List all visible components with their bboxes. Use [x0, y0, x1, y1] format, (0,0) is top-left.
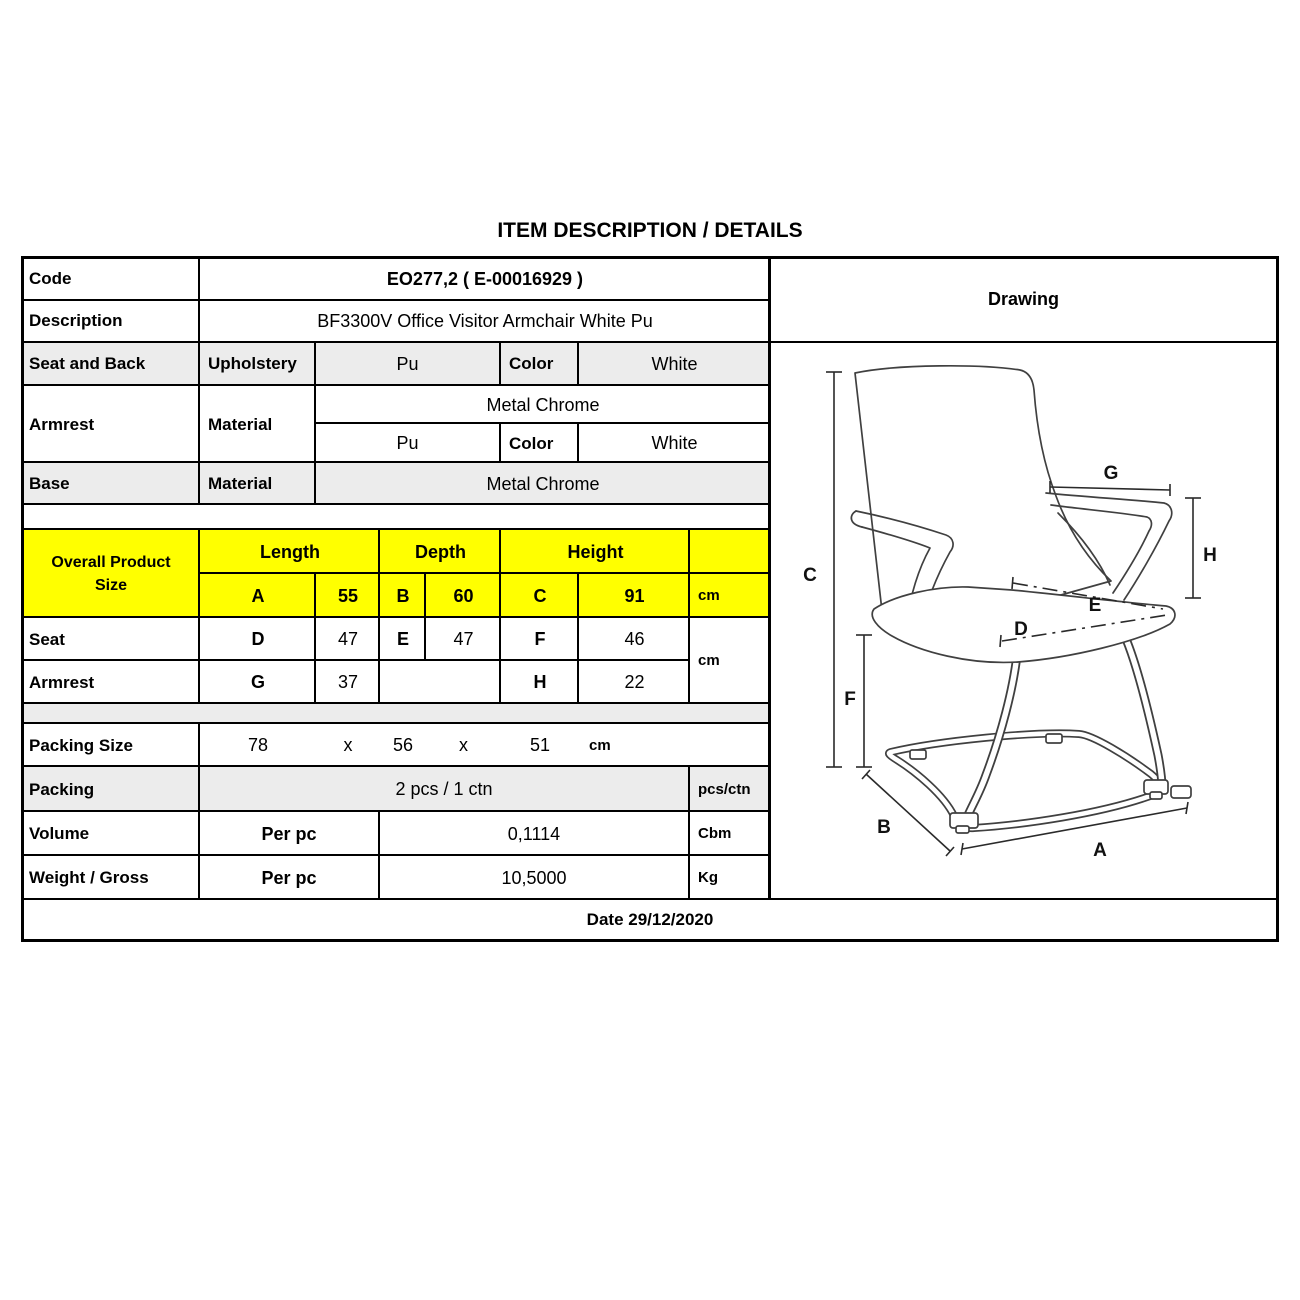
- dim-label-B: B: [877, 817, 891, 838]
- volume-value: 0,1114: [507, 823, 561, 844]
- overall-unit: cm: [698, 587, 720, 605]
- packing-size-x1: x: [343, 735, 353, 756]
- seat-back-label: Seat and Back: [29, 354, 146, 374]
- seat-length-key: D: [251, 629, 265, 650]
- grid-line: [688, 767, 690, 900]
- packing-size-unit: cm: [589, 736, 611, 754]
- weight-unit: Kg: [698, 869, 718, 887]
- description-label: Description: [29, 311, 123, 331]
- base-material: Metal Chrome: [486, 473, 600, 494]
- seat-back-color-label: Color: [509, 354, 554, 374]
- base-material-label: Material: [208, 474, 273, 494]
- height-header: Height: [567, 541, 624, 562]
- overall-depth-val: 60: [453, 585, 474, 606]
- seat-depth-val: 47: [453, 629, 474, 650]
- packing-size-x2: x: [459, 735, 468, 756]
- base-label: Base: [29, 474, 70, 494]
- chair-rail-tab: [1046, 734, 1062, 743]
- depth-header: Depth: [415, 541, 466, 562]
- dim-line-G: [1050, 487, 1170, 490]
- upholstery-label: Upholstery: [208, 354, 297, 374]
- seat-height-key: F: [534, 629, 546, 650]
- volume-unit: Cbm: [698, 825, 732, 843]
- overall-depth-key: B: [396, 585, 410, 606]
- weight-label: Weight / Gross: [29, 868, 149, 888]
- grid-line: [499, 424, 501, 463]
- chair-foot: [1150, 792, 1162, 799]
- chair-base-rail: [889, 733, 1160, 828]
- weight-value: 10,5000: [501, 867, 567, 888]
- chair-armrest-left-cap: [851, 511, 862, 527]
- description-value: BF3300V Office Visitor Armchair White Pu: [317, 310, 653, 331]
- armrest-length-key: G: [250, 672, 265, 693]
- overall-size-label: Overall Product Size: [51, 553, 171, 594]
- packing-label: Packing: [29, 779, 95, 799]
- chair-foot: [956, 826, 969, 833]
- code-label: Code: [29, 269, 72, 289]
- dim-label-D: D: [1014, 619, 1028, 640]
- dim-label-C: C: [803, 565, 817, 586]
- seat-depth-key: E: [396, 629, 409, 650]
- armrest-label: Armrest: [29, 414, 95, 434]
- overall-height-key: C: [533, 585, 547, 606]
- armrest-height-val: 22: [624, 672, 645, 693]
- grid-line: [1276, 256, 1279, 942]
- row-shading-gap: [23, 704, 770, 724]
- seat-back-material: Pu: [396, 353, 419, 374]
- overall-length-val: 55: [337, 585, 359, 606]
- dim-label-F: F: [844, 689, 856, 710]
- armrest-material-2: Pu: [396, 433, 419, 454]
- packing-size-dim3: 51: [529, 735, 551, 756]
- dim-label-H: H: [1203, 545, 1217, 566]
- drawing-header: Drawing: [987, 289, 1059, 310]
- dim-label-G: G: [1103, 463, 1119, 484]
- armrest-row-label: Armrest: [29, 672, 95, 692]
- chair-foot: [1171, 786, 1191, 798]
- packing-size-dim1: 78: [247, 735, 269, 756]
- packing-value: 2 pcs / 1 ctn: [395, 779, 493, 800]
- seat-height-val: 46: [624, 629, 645, 650]
- overall-length-key: A: [251, 585, 265, 606]
- volume-label: Volume: [29, 824, 90, 844]
- overall-height-val: 91: [624, 585, 645, 606]
- armrest-material-1: Metal Chrome: [486, 394, 600, 415]
- date-stamp: Date 29/12/2020: [586, 909, 714, 929]
- armrest-color: White: [651, 433, 698, 454]
- chair-drawing: [770, 343, 1277, 898]
- armrest-height-key: H: [533, 672, 547, 693]
- chair-backrest: [855, 366, 1111, 611]
- seat-armrest-unit: cm: [698, 652, 720, 670]
- armrest-material-label: Material: [208, 414, 273, 434]
- armrest-length-val: 37: [337, 672, 359, 693]
- seat-row-label: Seat: [29, 629, 65, 649]
- grid-line: [21, 939, 1279, 942]
- volume-per: Per pc: [261, 823, 317, 844]
- seat-length-val: 47: [337, 629, 359, 650]
- seat-back-color: White: [651, 353, 698, 374]
- packing-size-label: Packing Size: [29, 735, 133, 755]
- length-header: Length: [260, 541, 320, 562]
- code-value: EO277,2 ( E-00016929 ): [386, 268, 584, 289]
- grid-line: [499, 342, 501, 386]
- dim-label-A: A: [1093, 840, 1107, 861]
- armrest-color-label: Color: [509, 433, 554, 453]
- chair-rail-tab: [910, 750, 926, 759]
- packing-unit: pcs/ctn: [698, 780, 751, 798]
- packing-size-dim2: 56: [392, 735, 414, 756]
- weight-per: Per pc: [261, 867, 317, 888]
- dim-label-E: E: [1088, 595, 1102, 616]
- page-title: ITEM DESCRIPTION / DETAILS: [497, 219, 803, 242]
- dim-line-B: [866, 774, 950, 851]
